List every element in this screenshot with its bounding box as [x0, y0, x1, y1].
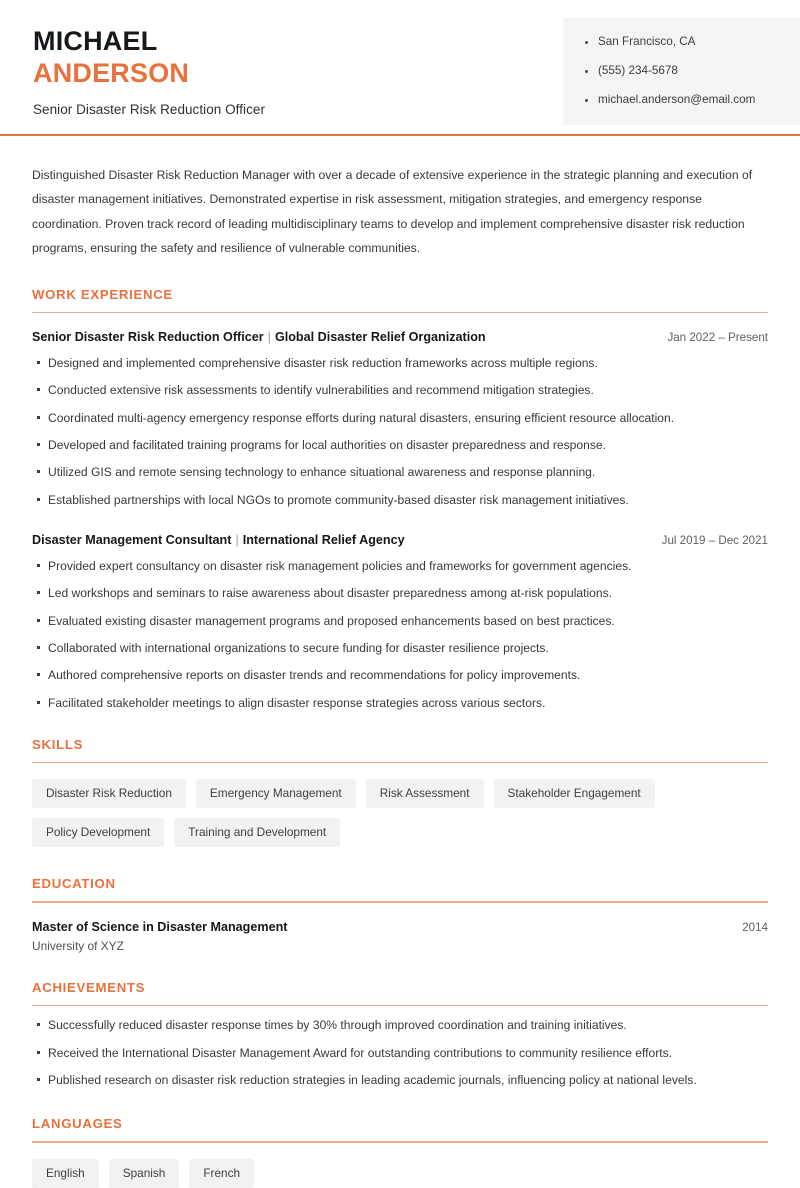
- skill-chip: Policy Development: [32, 818, 164, 847]
- last-name: ANDERSON: [33, 57, 190, 88]
- experience-bullets: [32, 355, 768, 508]
- skill-chip: Emergency Management: [196, 779, 356, 808]
- languages-chip-list: [32, 1159, 768, 1188]
- skills-chip-list: [32, 779, 768, 847]
- first-name: MICHAEL: [33, 26, 158, 56]
- experience-entry: [32, 330, 768, 508]
- bullet-item: Authored comprehensive reports on disaster trends and recommendations for policy improvements.: [32, 667, 768, 683]
- bullet-item: Published research on disaster risk reduction strategies in leading academic journals, influencing policy at national levels.: [32, 1072, 768, 1088]
- identity-block: [0, 0, 265, 117]
- bullet-item: Conducted extensive risk assessments to identify vulnerabilities and recommend mitigation strategies.: [32, 382, 768, 398]
- language-chip: French: [189, 1159, 254, 1188]
- section-rule: [32, 1141, 768, 1143]
- section-rule: [32, 1005, 768, 1007]
- header-job-title: Senior Disaster Risk Reduction Officer: [33, 101, 265, 117]
- skill-chip: Risk Assessment: [366, 779, 484, 808]
- education-institution: University of XYZ: [32, 938, 124, 953]
- resume-header: [0, 0, 800, 134]
- section-title-education: EDUCATION: [32, 876, 116, 892]
- bullet-item: Developed and facilitated training programs for local authorities on disaster preparedness and response.: [32, 437, 768, 453]
- bullet-item: Coordinated multi-agency emergency response efforts during natural disasters, ensuring efficient resource allocation.: [32, 410, 768, 426]
- experience-role: Senior Disaster Risk Reduction Officer: [32, 330, 264, 345]
- contact-email[interactable]: michael.anderson@email.com: [585, 94, 800, 107]
- section-title-achievements: ACHIEVEMENTS: [32, 979, 146, 995]
- section-rule: [32, 312, 768, 314]
- section-work-experience: [32, 287, 768, 711]
- bullet-item: Provided expert consultancy on disaster risk management policies and frameworks for government agencies.: [32, 558, 768, 574]
- experience-bullets: [32, 558, 768, 711]
- bullet-item: Established partnerships with local NGOs to promote community-based disaster risk management initiatives.: [32, 492, 768, 508]
- section-achievements: [32, 980, 768, 1088]
- section-languages: [32, 1116, 768, 1187]
- achievements-list: [32, 1017, 768, 1088]
- section-title-work-experience: WORK EXPERIENCE: [32, 286, 173, 302]
- language-chip: Spanish: [109, 1159, 180, 1188]
- header-divider: [0, 134, 800, 136]
- section-skills: [32, 737, 768, 847]
- experience-role: Disaster Management Consultant: [32, 533, 232, 547]
- experience-company: Global Disaster Relief Organization: [274, 330, 486, 345]
- bullet-item: Successfully reduced disaster response times by 30% through improved coordination and training initiatives.: [32, 1017, 768, 1033]
- bullet-item: Facilitated stakeholder meetings to align disaster response strategies across various sectors.: [32, 695, 768, 711]
- experience-company: International Relief Agency: [242, 533, 405, 547]
- bullet-item: Collaborated with international organizations to secure funding for disaster resilience projects.: [32, 640, 768, 656]
- experience-entry: [32, 533, 768, 711]
- bullet-item: Designed and implemented comprehensive disaster risk reduction frameworks across multiple regions.: [32, 355, 768, 371]
- contact-location: San Francisco, CA: [585, 36, 800, 49]
- contact-phone[interactable]: (555) 234-5678: [585, 65, 800, 78]
- bullet-item: Led workshops and seminars to raise awareness about disaster preparedness among at-risk populations.: [32, 585, 768, 601]
- skill-chip: Disaster Risk Reduction: [32, 779, 186, 808]
- skill-chip: Training and Development: [174, 818, 340, 847]
- bullet-item: Utilized GIS and remote sensing technology to enhance situational awareness and response planning.: [32, 464, 768, 480]
- skill-chip: Stakeholder Engagement: [494, 779, 655, 808]
- title-separator: |: [267, 330, 271, 345]
- section-rule: [32, 901, 768, 903]
- education-degree: Master of Science in Disaster Management: [32, 919, 288, 934]
- section-title-languages: LANGUAGES: [32, 1116, 123, 1132]
- experience-date: Jan 2022 – Present: [667, 331, 768, 345]
- experience-date: Jul 2019 – Dec 2021: [661, 534, 768, 547]
- professional-summary: Distinguished Disaster Risk Reduction Manager with over a decade of extensive experience in the strategic planning and execution of disaster management initiatives. Demonstrated expertise in risk assessment, mitigation strategies, and emergency response coordination. Proven track record of leading multidisciplinary teams to develop and implement comprehensive disaster risk reduction programs, ensuring the safety and resilience of vulnerable communities.: [32, 168, 753, 256]
- language-chip: English: [32, 1159, 99, 1188]
- section-rule: [32, 762, 768, 764]
- bullet-item: Evaluated existing disaster management programs and proposed enhancements based on best practices.: [32, 613, 768, 629]
- contact-panel: [563, 18, 800, 125]
- experience-title: [32, 330, 486, 344]
- education-entry: [32, 920, 768, 953]
- bullet-item: Received the International Disaster Management Award for outstanding contributions to community resilience efforts.: [32, 1045, 768, 1061]
- experience-title: [32, 533, 405, 547]
- education-date: 2014: [742, 920, 768, 934]
- section-education: [32, 876, 768, 953]
- title-separator: |: [235, 533, 239, 547]
- section-title-skills: SKILLS: [32, 736, 84, 752]
